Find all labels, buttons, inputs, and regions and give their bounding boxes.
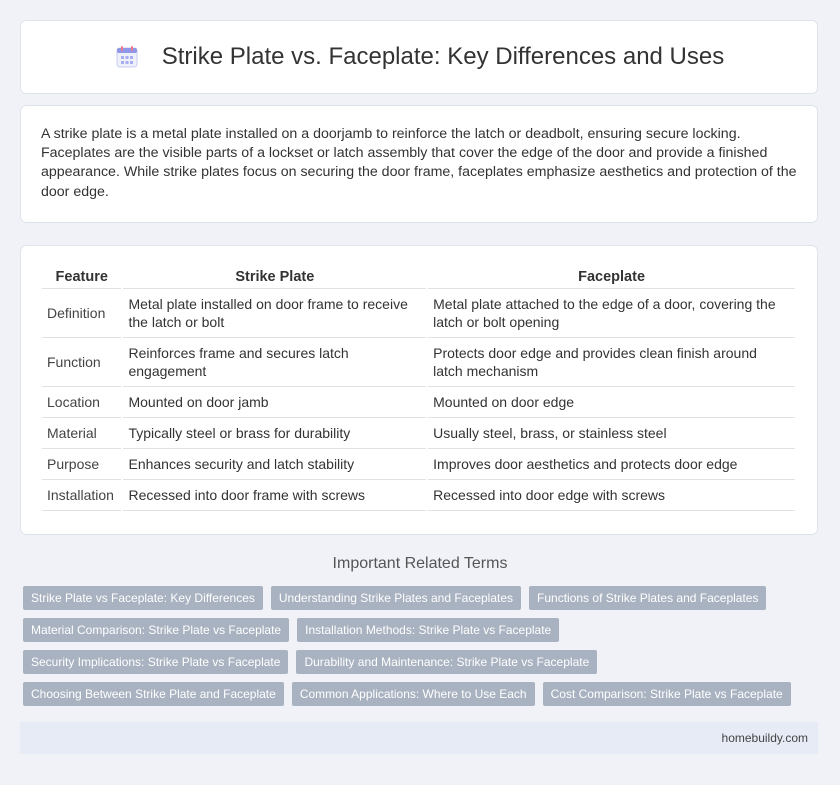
- table-cell: Installation: [42, 480, 121, 511]
- table-cell: Recessed into door edge with screws: [428, 480, 795, 511]
- related-term-tag[interactable]: Common Applications: Where to Use Each: [292, 682, 535, 706]
- table-row: [42, 480, 795, 511]
- related-term-tag[interactable]: Material Comparison: Strike Plate vs Faceplate: [23, 618, 289, 642]
- table-cell: Mounted on door jamb: [123, 387, 426, 418]
- comparison-table-card: [20, 245, 818, 535]
- header-strike-plate: Strike Plate: [123, 266, 426, 289]
- table-cell: Metal plate installed on door frame to receive the latch or bolt: [123, 289, 426, 338]
- tag-row: [23, 650, 823, 674]
- calendar-icon: [114, 44, 140, 70]
- table-cell: Enhances security and latch stability: [123, 449, 426, 480]
- table-cell: Reinforces frame and secures latch engagement: [123, 338, 426, 387]
- related-term-tag[interactable]: Functions of Strike Plates and Faceplates: [529, 586, 766, 610]
- related-term-tag[interactable]: Choosing Between Strike Plate and Faceplate: [23, 682, 284, 706]
- table-row: [42, 289, 795, 338]
- table-cell: Improves door aesthetics and protects door edge: [428, 449, 795, 480]
- footer: [20, 722, 818, 754]
- related-term-tag[interactable]: Installation Methods: Strike Plate vs Faceplate: [297, 618, 559, 642]
- table-row: [42, 418, 795, 449]
- comparison-table: [40, 266, 797, 511]
- page-title: [114, 43, 725, 71]
- table-cell: Typically steel or brass for durability: [123, 418, 426, 449]
- table-cell: Protects door edge and provides clean finish around latch mechanism: [428, 338, 795, 387]
- intro-text: A strike plate is a metal plate installed on a doorjamb to reinforce the latch or deadbolt, ensuring secure locking. Faceplates are the visible parts of a lockset or latch assembly that cover the edge of the door and provide a finished appearance. While strike plates focus on securing the door frame, faceplates emphasize aesthetics and protection of the door edge.: [41, 126, 797, 200]
- related-term-tag[interactable]: Strike Plate vs Faceplate: Key Differences: [23, 586, 263, 610]
- table-header-row: [42, 266, 795, 289]
- table-row: [42, 387, 795, 418]
- table-cell: Mounted on door edge: [428, 387, 795, 418]
- title-card: [20, 20, 818, 94]
- tag-row: [23, 586, 823, 610]
- table-row: [42, 338, 795, 387]
- tag-row: [23, 682, 823, 706]
- header-faceplate: Faceplate: [428, 266, 795, 289]
- page-title-text: Strike Plate vs. Faceplate: Key Differences and Uses: [161, 43, 725, 70]
- table-cell: Purpose: [42, 449, 121, 480]
- table-cell: Definition: [42, 289, 121, 338]
- table-cell: Metal plate attached to the edge of a door, covering the latch or bolt opening: [428, 289, 795, 338]
- intro-card: [20, 105, 818, 223]
- related-term-tag[interactable]: Understanding Strike Plates and Faceplates: [271, 586, 521, 610]
- table-cell: Location: [42, 387, 121, 418]
- related-terms-list: [23, 586, 823, 714]
- related-term-tag[interactable]: Security Implications: Strike Plate vs Faceplate: [23, 650, 288, 674]
- header-feature: Feature: [42, 266, 121, 289]
- table-cell: Function: [42, 338, 121, 387]
- table-cell: Material: [42, 418, 121, 449]
- table-cell: Recessed into door frame with screws: [123, 480, 426, 511]
- related-term-tag[interactable]: Durability and Maintenance: Strike Plate vs Faceplate: [296, 650, 597, 674]
- table-cell: Usually steel, brass, or stainless steel: [428, 418, 795, 449]
- related-term-tag[interactable]: Cost Comparison: Strike Plate vs Faceplate: [543, 682, 791, 706]
- tag-row: [23, 618, 823, 642]
- related-terms-heading: Important Related Terms: [332, 555, 508, 572]
- footer-site-link[interactable]: homebuildy.com: [721, 731, 808, 745]
- table-row: [42, 449, 795, 480]
